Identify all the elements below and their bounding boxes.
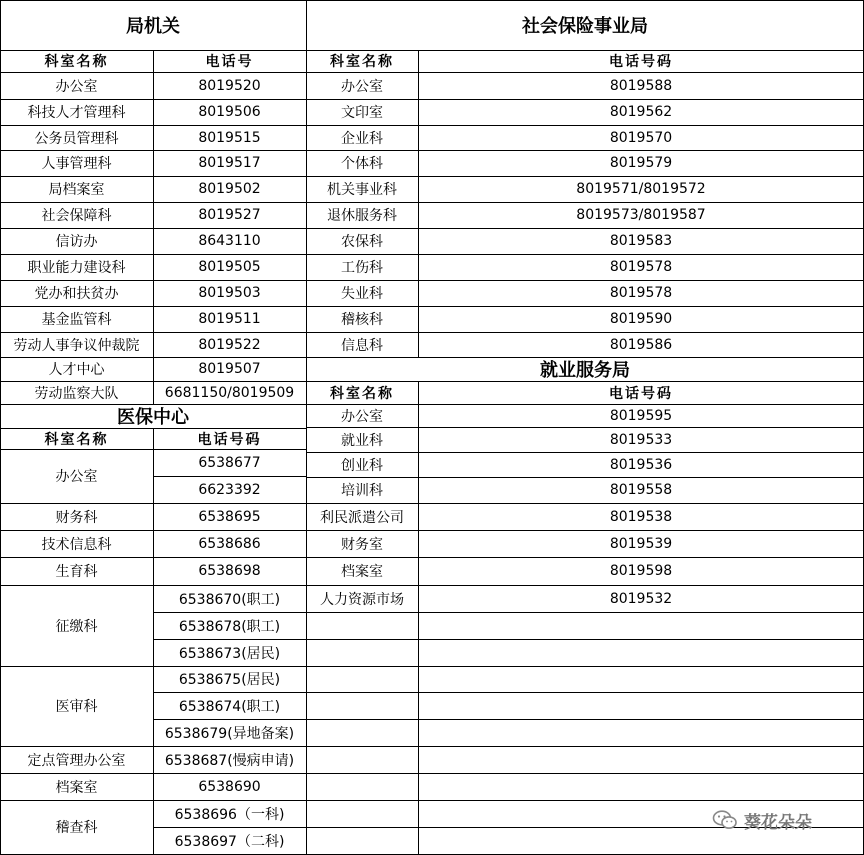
dept-phone: 8019533 (609, 431, 673, 448)
row-divider (306, 306, 864, 307)
row-divider (0, 125, 306, 126)
row-divider (0, 99, 306, 100)
dept-phone: 8019517 (198, 155, 261, 171)
dept-name: 失业科 (341, 286, 383, 302)
dept-phone: 8019578 (609, 259, 673, 275)
column-header-name: 科室名称 (44, 431, 109, 448)
column-header-name: 科室名称 (44, 54, 109, 70)
dept-name: 财务科 (55, 509, 98, 526)
section-title: 就业服务局 (540, 360, 630, 381)
dept-phone: 8019539 (609, 535, 673, 552)
dept-phone: 8643110 (198, 233, 261, 249)
row-divider (0, 585, 153, 586)
dept-name: 档案室 (55, 779, 98, 796)
row-divider (0, 666, 153, 667)
row-divider (306, 72, 864, 73)
dept-phone: 8019586 (609, 336, 673, 353)
column-divider (153, 50, 154, 404)
dept-phone: 6538674(职工) (178, 698, 281, 715)
row-divider (306, 746, 864, 747)
dept-phone: 8019522 (198, 336, 261, 353)
dept-phone: 8019583 (609, 233, 673, 249)
dept-name: 办公室 (55, 78, 98, 95)
dept-phone: 8019502 (198, 181, 261, 197)
row-divider (306, 125, 864, 126)
row-divider (0, 428, 153, 429)
row-divider (0, 150, 306, 151)
dept-phone: 8019588 (609, 77, 673, 94)
row-divider (306, 228, 864, 229)
dept-phone: 6538696（一科) (174, 806, 285, 823)
dept-phone: 6538695 (198, 508, 261, 525)
dept-phone: 8019538 (609, 508, 673, 525)
watermark-text: 葵花朵朵 (744, 812, 812, 833)
row-divider (306, 452, 864, 453)
dept-name: 财务室 (341, 536, 383, 553)
dept-name: 机关事业科 (327, 182, 397, 198)
dept-phone: 6538698 (198, 563, 261, 579)
row-divider (0, 202, 306, 203)
dept-phone: 6623392 (198, 481, 261, 498)
dept-phone: 6538673(居民) (178, 645, 281, 662)
dept-phone: 8019571/8019572 (576, 181, 706, 197)
row-divider (306, 50, 864, 51)
dept-phone: 8019515 (198, 129, 261, 146)
row-divider (153, 719, 306, 720)
dept-name: 稽核科 (341, 312, 383, 328)
row-divider (153, 449, 306, 450)
dept-name: 基金监管科 (41, 312, 112, 328)
dept-name: 人才中心 (48, 362, 105, 378)
dept-name: 定点管理办公室 (27, 752, 126, 769)
row-divider (0, 0, 864, 1)
dept-name: 工伤科 (341, 260, 383, 276)
dept-name: 办公室 (55, 469, 98, 485)
row-divider (0, 800, 153, 801)
dept-phone: 8019527 (198, 207, 261, 223)
dept-name: 档案室 (341, 564, 383, 580)
dept-name: 局档案室 (48, 182, 105, 198)
row-divider (306, 477, 864, 478)
column-header-phone: 电话号码 (197, 431, 262, 448)
dept-phone: 6538687(慢病申请) (164, 752, 295, 769)
dept-name: 企业科 (341, 130, 383, 147)
row-divider (306, 254, 864, 255)
dept-phone: 8019511 (198, 311, 261, 327)
row-divider (0, 503, 153, 504)
row-divider (0, 404, 306, 405)
dept-phone: 8019562 (609, 104, 673, 120)
dept-name: 个体科 (341, 156, 383, 172)
row-divider (306, 357, 864, 358)
column-header-phone: 电话号 (205, 54, 254, 70)
row-divider (306, 150, 864, 151)
row-divider (0, 254, 306, 255)
column-header-name: 科室名称 (330, 54, 394, 70)
row-divider (0, 381, 306, 382)
row-divider (306, 99, 864, 100)
row-divider (0, 357, 306, 358)
row-divider (153, 692, 306, 693)
dept-phone: 6538670(职工) (178, 591, 281, 608)
column-header-name: 科室名称 (330, 385, 394, 402)
dept-phone: 8019598 (609, 563, 673, 579)
row-divider (153, 746, 306, 747)
dept-name: 信访办 (55, 234, 98, 250)
row-divider (0, 228, 306, 229)
row-divider (306, 381, 864, 382)
dept-name: 就业科 (341, 432, 383, 449)
dept-name: 办公室 (341, 78, 383, 95)
dept-phone: 8019507 (198, 361, 261, 377)
column-header-phone: 电话号码 (609, 385, 673, 402)
watermark (712, 806, 862, 834)
dept-phone: 6681150/8019509 (164, 384, 295, 401)
dept-phone: 8019573/8019587 (576, 207, 706, 223)
dept-name: 社会保障科 (41, 208, 112, 224)
row-divider (306, 280, 864, 281)
row-divider (0, 72, 306, 73)
dept-phone: 6538677 (198, 454, 261, 471)
dept-phone: 8019536 (609, 456, 673, 473)
dept-name: 文印室 (341, 105, 383, 121)
dept-phone: 8019570 (609, 129, 673, 146)
row-divider (306, 692, 864, 693)
row-divider (306, 202, 864, 203)
dept-name: 党办和扶贫办 (34, 286, 119, 302)
dept-name: 人力资源市场 (320, 591, 404, 608)
column-header-phone: 电话号码 (609, 54, 673, 70)
section-title: 局机关 (126, 16, 180, 37)
row-divider (0, 332, 306, 333)
dept-phone: 8019506 (198, 104, 261, 120)
dept-phone: 6538678(职工) (178, 618, 281, 635)
dept-name: 利民派遣公司 (320, 509, 404, 526)
row-divider (153, 557, 306, 558)
dept-name: 退休服务科 (327, 208, 397, 224)
dept-phone: 8019579 (609, 155, 673, 171)
row-divider (153, 612, 306, 613)
dept-phone: 8019532 (609, 590, 673, 607)
row-divider (306, 719, 864, 720)
row-divider (153, 666, 306, 667)
row-divider (306, 503, 864, 504)
row-divider (0, 449, 153, 450)
dept-phone: 8019558 (609, 482, 673, 498)
column-divider (153, 428, 154, 855)
row-divider (306, 773, 864, 774)
dept-name: 技术信息科 (41, 536, 112, 553)
dept-phone: 6538690 (198, 778, 261, 795)
dept-phone: 6538697（二科) (174, 833, 285, 850)
row-divider (306, 404, 864, 405)
dept-phone: 6538686 (198, 535, 261, 552)
wechat-icon (712, 810, 738, 830)
row-divider (153, 585, 306, 586)
dept-name: 创业科 (341, 457, 383, 474)
row-divider (0, 773, 153, 774)
row-divider (0, 530, 153, 531)
dept-name: 培训科 (341, 483, 383, 499)
dept-phone: 6538675(居民) (178, 672, 281, 688)
row-divider (153, 530, 306, 531)
dept-name: 办公室 (341, 408, 383, 425)
row-divider (0, 280, 306, 281)
row-divider (153, 503, 306, 504)
row-divider (153, 800, 306, 801)
dept-phone: 8019595 (609, 407, 673, 424)
row-divider (306, 639, 864, 640)
dept-phone: 8019503 (198, 285, 261, 301)
row-divider (153, 827, 306, 828)
row-divider (306, 557, 864, 558)
row-divider (306, 585, 864, 586)
dept-name: 公务员管理科 (34, 130, 119, 147)
row-divider (153, 476, 306, 477)
row-divider (0, 306, 306, 307)
row-divider (306, 612, 864, 613)
dept-name: 劳动监察大队 (34, 385, 119, 402)
dept-name: 人事管理科 (41, 156, 112, 172)
dept-name: 稽查科 (55, 820, 98, 836)
dept-phone: 8019590 (609, 311, 673, 327)
dept-name: 农保科 (341, 234, 383, 250)
row-divider (306, 666, 864, 667)
column-divider (418, 50, 419, 357)
dept-name: 征缴科 (55, 618, 98, 635)
row-divider (306, 176, 864, 177)
row-divider (0, 176, 306, 177)
dept-name: 医审科 (55, 699, 98, 715)
dept-name: 生育科 (55, 564, 98, 580)
dept-name: 信息科 (341, 337, 383, 354)
row-divider (306, 332, 864, 333)
dept-name: 劳动人事争议仲裁院 (13, 337, 140, 354)
row-divider (0, 557, 153, 558)
row-divider (153, 639, 306, 640)
row-divider (0, 746, 153, 747)
row-divider (0, 50, 306, 51)
dept-phone: 8019505 (198, 259, 261, 275)
dept-phone: 8019520 (198, 77, 261, 94)
section-title: 医保中心 (117, 407, 189, 428)
row-divider (306, 530, 864, 531)
row-divider (153, 773, 306, 774)
row-divider (306, 800, 864, 801)
row-divider (306, 427, 864, 428)
dept-name: 职业能力建设科 (27, 260, 126, 276)
dept-name: 科技人才管理科 (27, 105, 126, 121)
dept-phone: 8019578 (609, 285, 673, 301)
section-title: 社会保险事业局 (522, 16, 648, 37)
dept-phone: 6538679(异地备案) (164, 725, 295, 742)
